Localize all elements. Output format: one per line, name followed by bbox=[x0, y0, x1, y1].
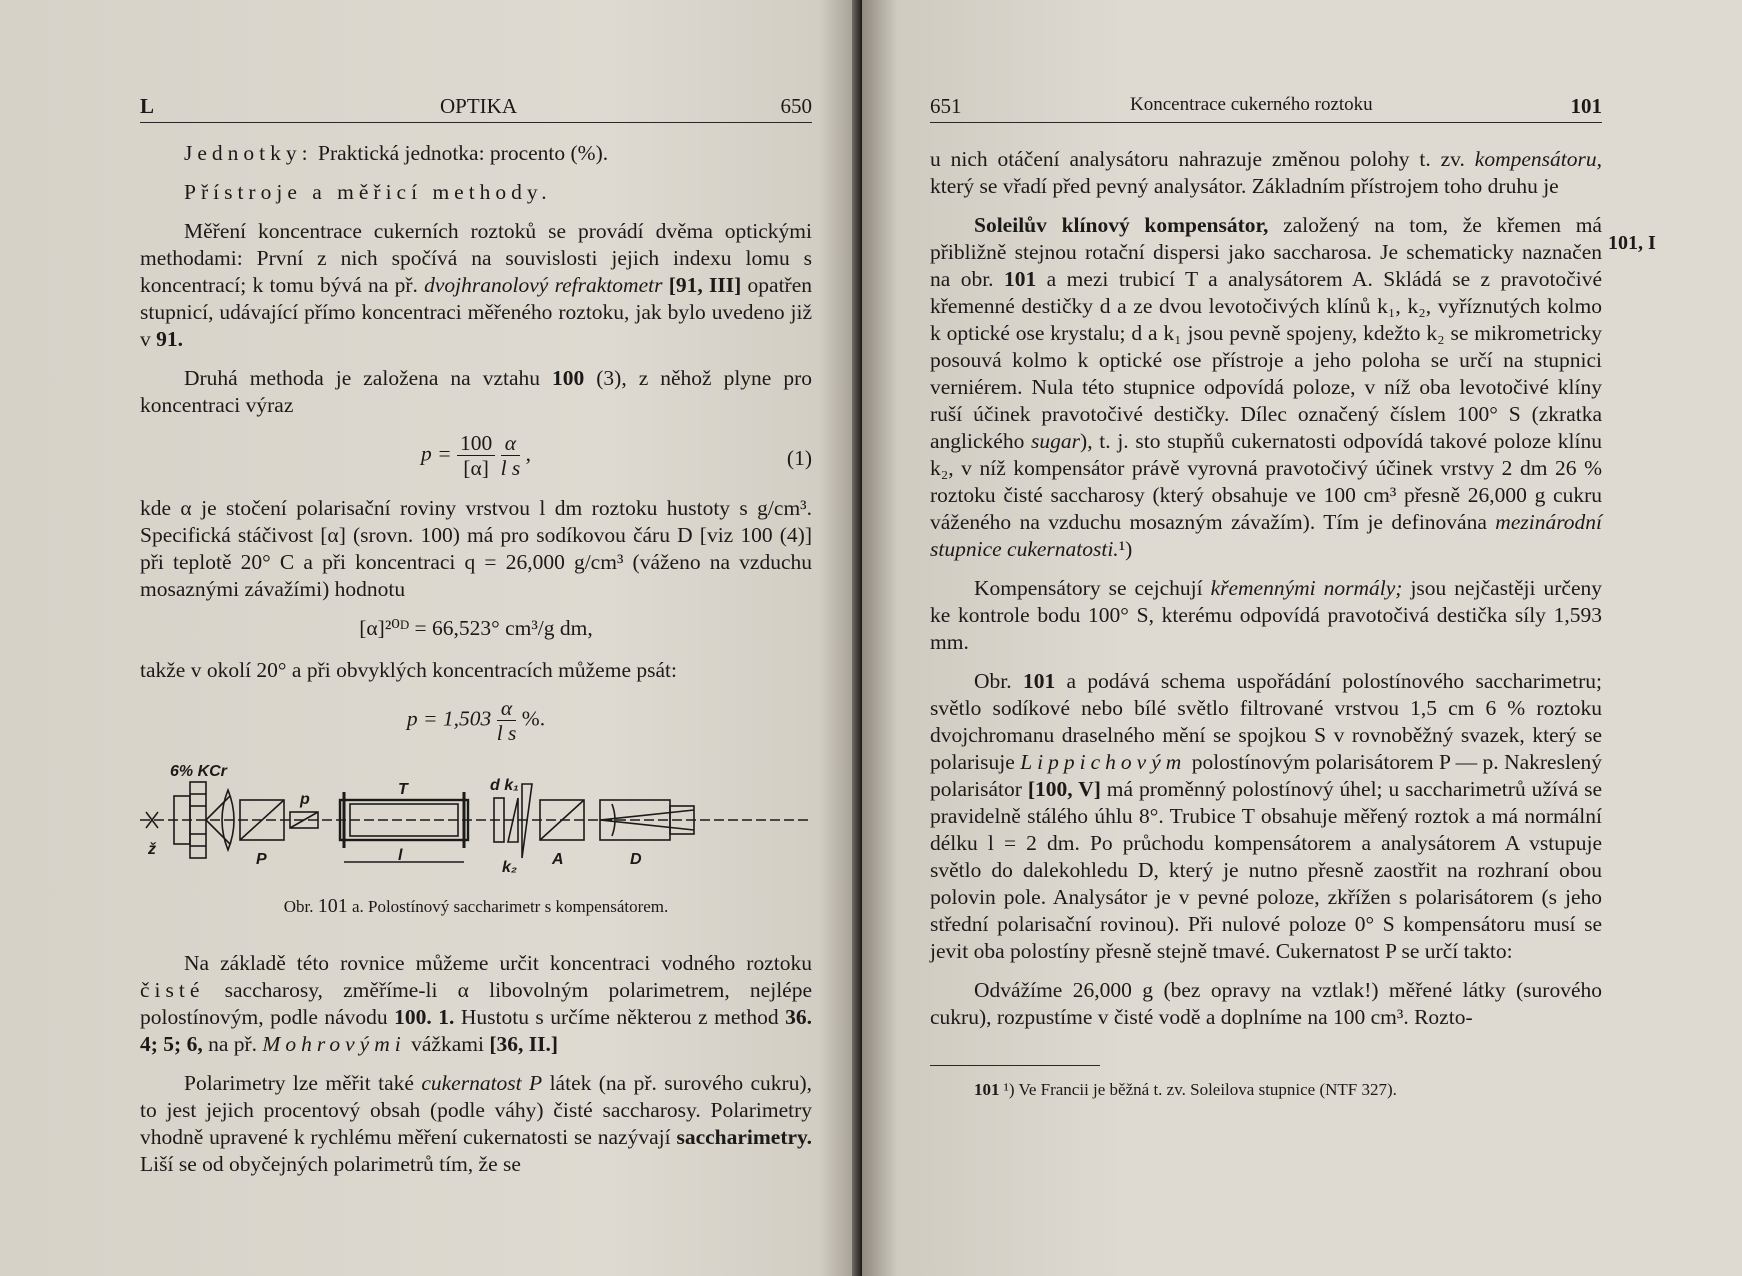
label-p-polarizer: P bbox=[256, 851, 267, 868]
equation-3: p = 1,503 $\frac{\alpha}{\text{l s}}$ %. bbox=[406, 696, 546, 745]
paragraph-methods: Měření koncentrace cukerních roztoků se provádí dvěma optickými methodami: První z nich spočívá na souvislosti jejich indexu lomu s koncentrací; k tomu bývá na př. dvojhranolový refraktometr [91, III] opatřen stupnicí, udávající přímo koncentraci měřeného roztoku, jak bylo uvedeno již v 91. bbox=[140, 219, 813, 351]
right-page-number: 651 bbox=[930, 94, 962, 118]
label-k2: k₂ bbox=[502, 859, 517, 876]
right-page bbox=[862, 0, 1742, 1276]
paragraph-weighing: Odvážíme 26,000 g (bez opravy na vztlak!) měřené látky (surového cukru), rozpustíme v čisté vodě a doplníme na 100 cm³. Rozto- bbox=[930, 978, 1602, 1029]
left-header-title: OPTIKA bbox=[440, 94, 517, 118]
paragraph-saccharimetry: Polarimetry lze měřit také cukernatost P látek (na př. surového cukru), to jest jejich procentový obsah (podle váhy) čisté saccharosy. Polarimetry vhodně upravené k rychlému měření cukernatosti se nazývají saccharimetry. Liší se od obyčejných polarimetrů tím, že se bbox=[140, 1071, 812, 1176]
paragraph-basis: Na základě této rovnice můžeme určit koncentraci vodného roztoku čisté saccharosy, změříme-li α libovolným polarimetrem, nejlépe polostínovým, podle návodu 100. 1. Hustotu s určíme některou z method 36. 4; 5; 6, na př. Mohrovými vážkami [36, II.] bbox=[140, 951, 813, 1056]
label-kcr: 6% KCr bbox=[170, 763, 227, 780]
footnote: 101 ¹) Ve Francii je běžná t. zv. Soleilova stupnice (NTF 327). bbox=[974, 1080, 1397, 1099]
paragraph-soleil: Soleilův klínový kompensátor, založený na tom, že křemen má přibližně stejnou rotační dispersi jako saccharosa. Je schematicky naznačen na obr. 101 a mezi trubicí T a analysátorem A. Skládá se z pravotočivé křemenné destičky d a ze dvou levotočivých klínů k₁, k₂, vyříznutých kolmo k optické ose krystalu; d a k₁ jsou pevně spojeny, kdežto k₂ se mikrometricky posouvá kolmo k optické ose přístroje a jeho poloha se určí na stupnici verniérem. Nula této stupnice odpovídá poloze, v níž oba levotočivé klíny ruší účinek pravotočivé destičky. Dílec označený číslem 100° S (zkratka anglického sugar), t. j. sto stupňů cukernatosti odpovídá takové poloze klínu k₂, v níž kompensátor právě vyrovná pravotočivý účinek vrstvy 2 dm 26 % roztoku čisté saccharosy (který obsahuje ve 100 cm³ přesně 26,000 g cukru váženého na vzduchu mosazným závažím). Tím je definována mezinárodní stupnice cukernatosti.¹) bbox=[930, 213, 1602, 561]
label-dk1: d k₁ bbox=[490, 777, 519, 794]
saccharimeter-diagram bbox=[140, 760, 812, 880]
label-a-analyzer: A bbox=[552, 851, 564, 868]
margin-note: 101, I bbox=[1608, 232, 1656, 254]
right-running-head bbox=[930, 92, 1602, 123]
paragraph-schema: Obr. 101 a podává schema uspořádání polostínového saccharimetru; světlo sodíkové nebo bílé světlo filtrované vrstvou 1,5 cm 6 % roztoku dvojchromanu draselného mění se spojkou S v rovnoběžný svazek, který se polarisuje Lippichovým polostínovým polarisátorem P — p. Nakreslený polarisátor [100, V] má proměnný polostínový úhel; u saccharimetrů užívá se pravidelně stálého úhlu 8°. Trubice T obsahuje měřený roztok a má normální délku l = 2 dm. Po průchodu kompensátorem a analysátorem A vstupuje světlo do dalekohledu D, který je nutno přesně zaostřit na rozhraní obou polovin pole. Analysátor je v pevné poloze, zkřížen s polarisátorem (s jeho střední polarisační rovinou). Při nulové poloze 0° S kompensátoru musí se jevit oba polostíny přesně stejně tmavé. Cukernatost P se určí takto: bbox=[930, 669, 1603, 963]
right-header-title: Koncentrace cukerného roztoku bbox=[1130, 94, 1373, 115]
left-page bbox=[0, 0, 862, 1276]
left-running-head bbox=[140, 92, 812, 123]
left-section-letter: L bbox=[140, 94, 155, 118]
equation-1: p = $\frac{100}{[\alpha]}$ $\frac{\alpha}{\text{l s}}$ , (1) bbox=[420, 431, 812, 480]
paragraph-alpha: kde α je stočení polarisační roviny vrstvou l dm roztoku hustoty s g/cm³. Specifická stáčivost [α] (srovn. 100) má pro sodíkovou čáru D [viz 100 (4)] při teplotě 20° C a při koncentraci q = 26,000 g/cm³ (váženo na vzduchu mosaznými závažími) hodnotu bbox=[140, 496, 812, 601]
right-body-text bbox=[930, 146, 1602, 1115]
equation-number: (1) bbox=[786, 446, 812, 470]
right-section-number: 101 bbox=[1570, 94, 1602, 118]
label-t-tube: T bbox=[398, 781, 408, 798]
paragraph-second-method: Druhá methoda je založena na vztahu 100 (3), z něhož plyne pro koncentraci výraz bbox=[140, 366, 812, 417]
left-body-text bbox=[140, 140, 812, 1190]
label-p-small: p bbox=[300, 791, 310, 808]
instruments-heading: Přístroje a měřicí methody. bbox=[184, 180, 552, 204]
units-paragraph: Jednotky: Praktická jednotka: procento (%). bbox=[184, 141, 609, 165]
label-d-telescope: D bbox=[630, 851, 642, 868]
label-z: ž bbox=[148, 841, 156, 858]
equation-2: [α]²⁰ᴰ = 66,523° cm³/g dm, bbox=[359, 616, 593, 640]
footnote-rule bbox=[930, 1065, 1100, 1066]
left-page-number: 650 bbox=[780, 94, 812, 118]
figure-caption: Obr. 101 a. Polostínový saccharimetr s kompensátorem. bbox=[283, 895, 669, 917]
paragraph-compensator-intro: u nich otáčení analysátoru nahrazuje změnou polohy t. zv. kompensátoru, který se vřadí před pevný analysátor. Základním přístrojem toho druhu je bbox=[930, 147, 1602, 198]
paragraph-calibration: Kompensátory se cejchují křemennými normály; jsou nejčastěji určeny ke kontrole bodu 100° S, kterému odpovídá pravotočivá destička síly 1,593 mm. bbox=[930, 576, 1602, 654]
paragraph-so-near: takže v okolí 20° a při obvyklých koncentracích můžeme psát: bbox=[140, 658, 677, 682]
label-l-length: l bbox=[398, 847, 403, 864]
